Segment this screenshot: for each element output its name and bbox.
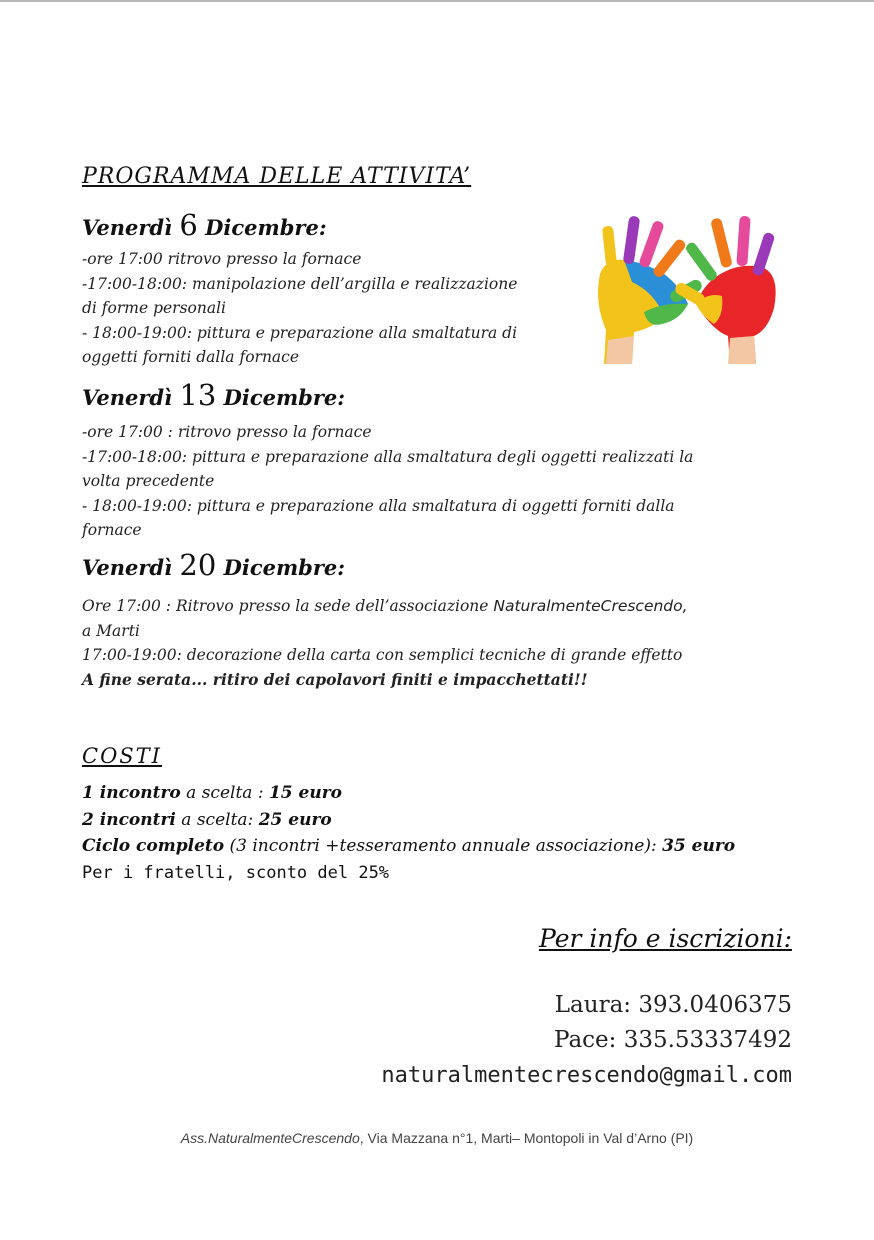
list-item: oggetti forniti dalla fornace [82, 348, 300, 366]
cost-row [82, 807, 735, 834]
day-suffix: Dicembre: [223, 385, 346, 410]
cost-desc: a scelta : [186, 783, 264, 803]
cost-price: 35 euro [662, 836, 736, 856]
cost-desc: a scelta: [181, 809, 254, 830]
list-item: -ore 17:00 ritrovo presso la fornace [82, 250, 362, 268]
costs-heading: COSTI [82, 744, 162, 768]
painted-hands-icon [584, 212, 790, 364]
session-heading-20-dicembre [82, 548, 345, 582]
cost-label: 2 incontri [82, 809, 176, 830]
day-number: 13 [179, 378, 217, 412]
list-item [82, 594, 688, 619]
day-number: 20 [179, 548, 217, 582]
list-item: -17:00-18:00: pittura e preparazione alla smaltatura degli oggetti realizzati la [82, 447, 694, 466]
day-suffix: Dicembre: [223, 555, 346, 580]
list-item: -ore 17:00 : ritrovo presso la fornace [82, 423, 372, 441]
footer-address-text: , Via Mazzana n°1, Marti– Montopoli in Val d’Arno (PI) [359, 1130, 694, 1146]
footer-address [0, 1130, 874, 1146]
info-heading: Per info e iscrizioni: [539, 924, 792, 953]
meeting-place-text: Ore 17:00 : Ritrovo presso la sede dell’associazione [82, 597, 489, 615]
cost-row [82, 780, 735, 807]
cost-desc: (3 incontri +tesseramento annuale associazione): [229, 836, 657, 856]
contact-pace: Pace: 335.53337492 [554, 1027, 792, 1053]
list-item: volta precedente [82, 472, 215, 490]
list-item: 17:00-19:00: decorazione della carta con semplici tecniche di grande effetto [82, 646, 683, 664]
cost-label: Ciclo completo [82, 836, 225, 856]
list-item: di forme personali [82, 299, 227, 317]
list-item: - 18:00-19:00: pittura e preparazione alla smaltatura di oggetti forniti dalla [82, 496, 675, 515]
list-item: a Marti [82, 621, 140, 640]
list-item: fornace [82, 521, 142, 539]
contacts-block [381, 988, 792, 1093]
day-prefix: Venerdì [82, 215, 173, 240]
contact-laura: Laura: 393.0406375 [554, 992, 792, 1018]
discount-note: Per i fratelli, sconto del 25% [82, 862, 390, 883]
session-heading-6-dicembre [82, 208, 327, 242]
cost-label: 1 incontro [82, 783, 181, 803]
association-name: NaturalmenteCrescendo, [493, 597, 688, 615]
session-list [82, 594, 688, 692]
cost-price: 15 euro [268, 783, 343, 803]
contact-email: naturalmentecrescendo@gmail.com [381, 1063, 792, 1088]
page-title: PROGRAMMA DELLE ATTIVITA’ [82, 164, 472, 189]
top-border [0, 0, 874, 2]
footer-assoc-name: Ass.NaturalmenteCrescendo [180, 1130, 360, 1146]
costs-list [82, 780, 735, 886]
list-item: -17:00-18:00: manipolazione dell’argilla e realizzazione [82, 274, 518, 293]
cost-price: 25 euro [258, 809, 332, 830]
day-prefix: Venerdì [82, 385, 173, 410]
day-prefix: Venerdì [82, 555, 173, 580]
right-hand-icon [673, 216, 775, 364]
closing-note: A fine serata... ritiro dei capolavori finiti e impacchettati!! [82, 669, 588, 689]
day-number: 6 [179, 208, 198, 242]
list-item: - 18:00-19:00: pittura e preparazione alla smaltatura di [82, 323, 518, 342]
cost-row [82, 833, 735, 860]
session-list [82, 247, 517, 370]
session-list [82, 420, 693, 543]
day-suffix: Dicembre: [205, 215, 327, 240]
session-heading-13-dicembre [82, 378, 345, 412]
